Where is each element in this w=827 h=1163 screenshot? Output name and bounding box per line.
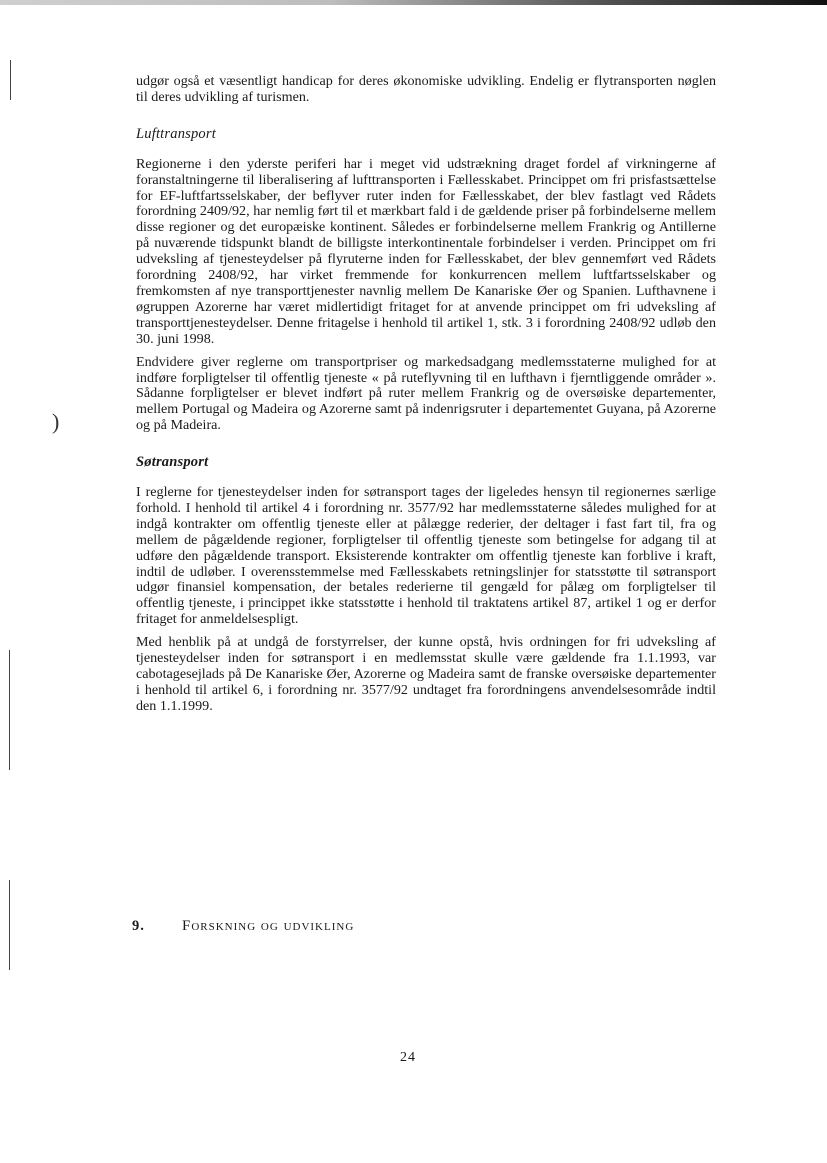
intro-paragraph: udgør også et væsentligt handicap for deres økonomiske udvikling. Endelig er flytransporten nøglen til deres udvikling af turismen. — [136, 73, 716, 105]
heading-soetransport: Søtransport — [136, 454, 209, 471]
scan-artifact-bracket: ) — [52, 409, 60, 434]
section-title-text: Forskning og udvikling — [182, 918, 355, 934]
scan-margin-mark — [9, 880, 10, 970]
heading-lufttransport: Lufttransport — [136, 125, 216, 142]
section-heading — [132, 918, 712, 935]
lufttransport-paragraph-1: Regionerne i den yderste periferi har i meget vid udstrækning draget fordel af virkningerne af foranstaltningerne til liberalisering af lufttransporten i Fællesskabet. Princippet om fri prisfastsættelse for EF-luftfartsselskaber, der beflyver ruter inden for Fællesskabet, der blev fastlagt ved Rådets forordning 2409/92, har nemlig ført til et mærkbart fald i de gældende priser på forbindelserne mellem disse regioner og det europæiske kontinent. Således er forbindelserne mellem Frankrig og Antillerne på nuværende tidspunkt blandt de billigste interkontinentale forbindelser i verden. Princippet om fri udveksling af tjenesteydelser på flyruterne inden for Fællesskabet, der blev gennemført ved Rådets forordning 2408/92, har virket fremmende for konkurrencen mellem luftfartsselskaber og fremkomsten af nye transporttjenester navnlig mellem De Kanariske Øer og Spanien. Lufthavnene i øgruppen Azorerne har været midlertidigt fritaget for at anvende princippet om fri udveksling af transporttjenesteydelser. Denne fritagelse i henhold til artikel 1, stk. 3 i forordning 2408/92 udløb den 30. juni 1998. — [136, 155, 716, 347]
soetransport-paragraph-1: I reglerne for tjenesteydelser inden for søtransport tages der ligeledes hensyn til regionernes særlige forhold. I henhold til artikel 4 i forordning nr. 3577/92 har medlemsstaterne således mulighed for at indgå kontrakter om offentlig tjeneste eller at pålægge rederier, der deltager i fast fart til, fra og mellem de pågældende regioner, forpligtelser til offentlig tjeneste som betingelse for adgang til at udføre den pågældende transport. Eksisterende kontrakter om offentlig tjeneste kan forblive i kraft, indtil de udløber. I overensstemmelse med Fællesskabets retningslinjer for statsstøtte til søtransport udgør finansiel kompensation, der betales rederierne til gengæld for pålæg om forpligtelser til offentlig tjeneste, i princippet ikke statsstøtte i henhold til traktatens artikel 87, artikel 1 og er derfor fritaget for anmeldelsespligt. — [136, 484, 716, 628]
scan-margin-mark — [10, 60, 11, 100]
scan-top-edge — [0, 0, 827, 5]
document-body — [136, 74, 716, 715]
soetransport-paragraph-2: Med henblik på at undgå de forstyrrelser, der kunne opstå, hvis ordningen for fri udveksling af tjenesteydelser inden for søtransport i en medlemsstat skulle være gældende fra 1.1.1993, var cabotagesejlads på De Kanariske Øer, Azorerne og Madeira samt de franske oversøiske departementer i henhold til artikel 6, i forordning nr. 3577/92 undtaget fra forordningens anvendelsesområde indtil den 1.1.1999. — [136, 634, 716, 714]
section-number: 9. — [132, 918, 145, 934]
scan-margin-mark — [9, 650, 10, 770]
page-number: 24 — [400, 1050, 416, 1065]
lufttransport-paragraph-2: Endvidere giver reglerne om transportpriser og markedsadgang medlemsstaterne mulighed for at indføre forpligtelser til offentlig tjeneste « på ruteflyvning til en lufthavn i fjerntliggende områder ». Sådanne forpligtelser er blevet indført på ruter mellem Frankrig og de oversøiske departementer, mellem Portugal og Madeira og Azorerne samt på indenrigsruter i departementet Guyana, på Azorerne og på Madeira. — [136, 353, 716, 434]
